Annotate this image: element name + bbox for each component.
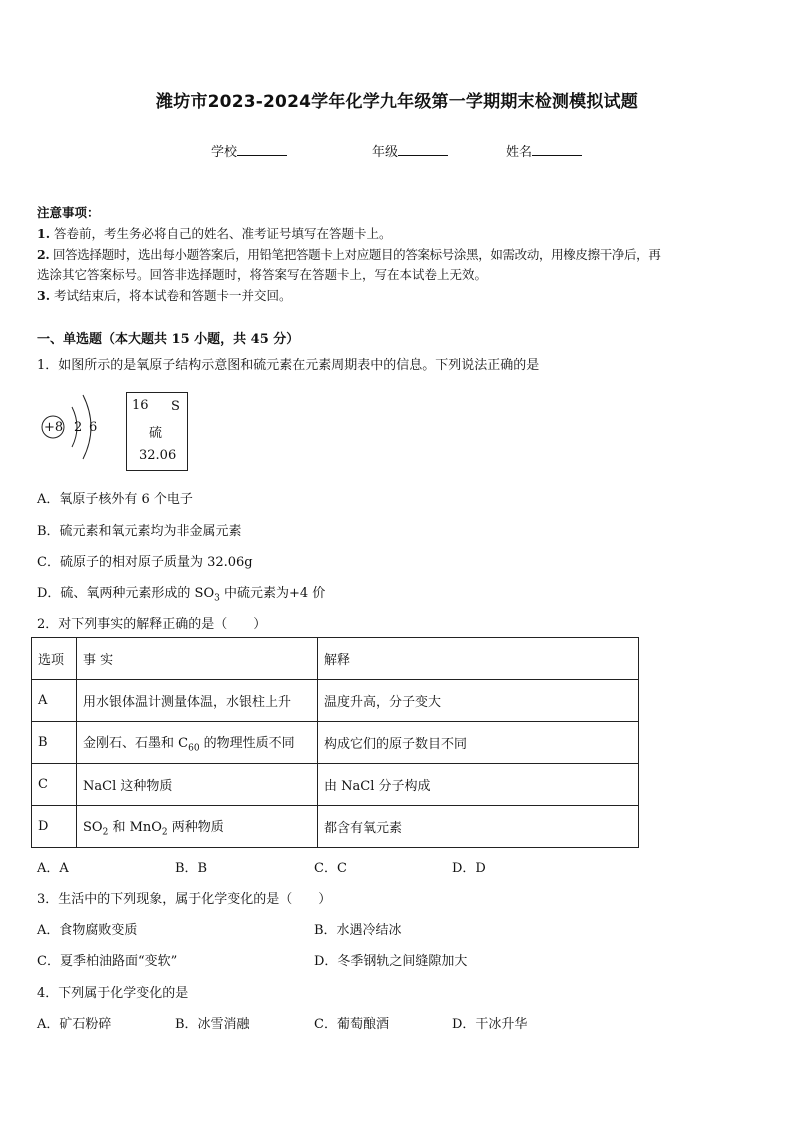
table-cell — [77, 722, 318, 764]
q4-option-d: D．干冰升华 — [452, 1017, 528, 1032]
table-cell: NaCl 这种物质 — [77, 764, 318, 806]
notice-text: 答卷前，考生务必将自己的姓名、准考证号填写在答题卡上。 — [54, 226, 392, 241]
table-cell: 构成它们的原子数目不同 — [318, 722, 639, 764]
table-cell: C — [32, 764, 77, 806]
cell-sub: 60 — [188, 743, 200, 754]
table-header-cell: 事 实 — [77, 638, 318, 680]
notice-item-2 — [37, 245, 661, 263]
table-row — [32, 722, 639, 764]
page-title: 潍坊市2023-2024学年化学九年级第一学期期末检测模拟试题 — [156, 92, 638, 112]
element-symbol: S — [171, 399, 180, 414]
element-name: 硫 — [149, 426, 163, 441]
cell-sub: 2 — [161, 827, 168, 838]
shell2-electrons: 6 — [89, 420, 98, 435]
grade-field[interactable] — [372, 141, 448, 160]
q4-option-c: C．葡萄酿酒 — [314, 1017, 389, 1032]
q2-option-c: C．C — [314, 861, 347, 876]
q2-option-b: B．B — [175, 861, 208, 876]
table-header-cell: 解释 — [318, 638, 639, 680]
cell-text-end: 两种物质 — [167, 819, 224, 835]
cell-sub: 2 — [102, 827, 109, 838]
q4-stem: 4．下列属于化学变化的是 — [37, 986, 189, 1001]
school-blank[interactable] — [237, 142, 287, 156]
q1-option-d — [37, 582, 325, 604]
notice-item-1 — [37, 224, 392, 242]
atomic-mass: 32.06 — [139, 448, 177, 463]
table-cell: 用水银体温计测量体温，水银柱上升 — [77, 680, 318, 722]
cell-text: 和 MnO — [108, 819, 162, 835]
table-cell: B — [32, 722, 77, 764]
atomic-number: 16 — [132, 398, 149, 413]
table-cell: 都含有氧元素 — [318, 806, 639, 848]
name-field[interactable] — [506, 141, 582, 160]
q2-table — [31, 637, 639, 848]
q4-option-b: B．冰雪消融 — [175, 1017, 250, 1032]
school-label: 学校 — [211, 145, 238, 160]
notice-num: 1. — [37, 226, 51, 241]
grade-label: 年级 — [372, 145, 399, 160]
q2-option-d: D．D — [452, 861, 486, 876]
q2-option-a: A．A — [37, 861, 69, 876]
q3-option-a: A．食物腐败变质 — [37, 923, 138, 938]
notice-text: 考试结束后，将本试卷和答题卡一并交回。 — [54, 288, 292, 303]
table-header-cell: 选项 — [32, 638, 77, 680]
table-cell: 温度升高，分子变大 — [318, 680, 639, 722]
q3-option-c: C．夏季柏油路面“变软” — [37, 954, 178, 969]
shell1-electrons: 2 — [74, 420, 83, 435]
name-blank[interactable] — [532, 142, 582, 156]
notice-item-3 — [37, 286, 292, 304]
q3-option-b: B．水遇冷结冰 — [314, 923, 402, 938]
grade-blank[interactable] — [398, 142, 448, 156]
notice-heading: 注意事项： — [37, 205, 100, 220]
cell-text: 金刚石、石墨和 C — [83, 735, 189, 751]
name-label: 姓名 — [506, 145, 533, 160]
q3-option-d: D．冬季钢轨之间缝隙加大 — [314, 954, 468, 969]
notice-num: 3. — [37, 288, 51, 303]
q1-stem: 1．如图所示的是氧原子结构示意图和硫元素在元素周期表中的信息。下列说法正确的是 — [37, 358, 540, 373]
table-cell: D — [32, 806, 77, 848]
table-row — [32, 764, 639, 806]
table-row — [32, 806, 639, 848]
q3-stem: 3．生活中的下列现象，属于化学变化的是（ ） — [37, 892, 332, 907]
table-header-row — [32, 638, 639, 680]
nucleus-charge: +8 — [44, 420, 64, 435]
q1-option-d-sub: 3 — [214, 593, 220, 604]
q1-option-c: C．硫原子的相对原子质量为 32.06g — [37, 555, 253, 570]
q2-stem: 2．对下列事实的解释正确的是（ ） — [37, 617, 267, 632]
q1-option-b: B．硫元素和氧元素均为非金属元素 — [37, 524, 242, 539]
cell-text: SO — [83, 819, 103, 835]
cell-text-end: 的物理性质不同 — [199, 735, 295, 751]
notice-text: 回答选择题时，选出每小题答案后，用铅笔把答题卡上对应题目的答案标号涂黑，如需改动，用橡皮擦干净后，再 — [52, 247, 661, 262]
q1-option-d-text-end: 中硫元素为+4 价 — [219, 586, 326, 601]
table-row — [32, 680, 639, 722]
table-cell — [77, 806, 318, 848]
section-heading: 一、单选题（本大题共 15 小题，共 45 分） — [37, 332, 300, 347]
table-cell: 由 NaCl 分子构成 — [318, 764, 639, 806]
q1-option-d-text: D．硫、氧两种元素形成的 SO — [37, 586, 215, 601]
q1-option-a: A．氧原子核外有 6 个电子 — [37, 492, 193, 507]
notice-item-2-cont: 选涂其它答案标号。回答非选择题时，将答案写在答题卡上，写在本试卷上无效。 — [37, 267, 488, 282]
notice-num: 2. — [37, 247, 50, 262]
table-cell: A — [32, 680, 77, 722]
school-field[interactable] — [211, 141, 287, 160]
q4-option-a: A．矿石粉碎 — [37, 1017, 112, 1032]
